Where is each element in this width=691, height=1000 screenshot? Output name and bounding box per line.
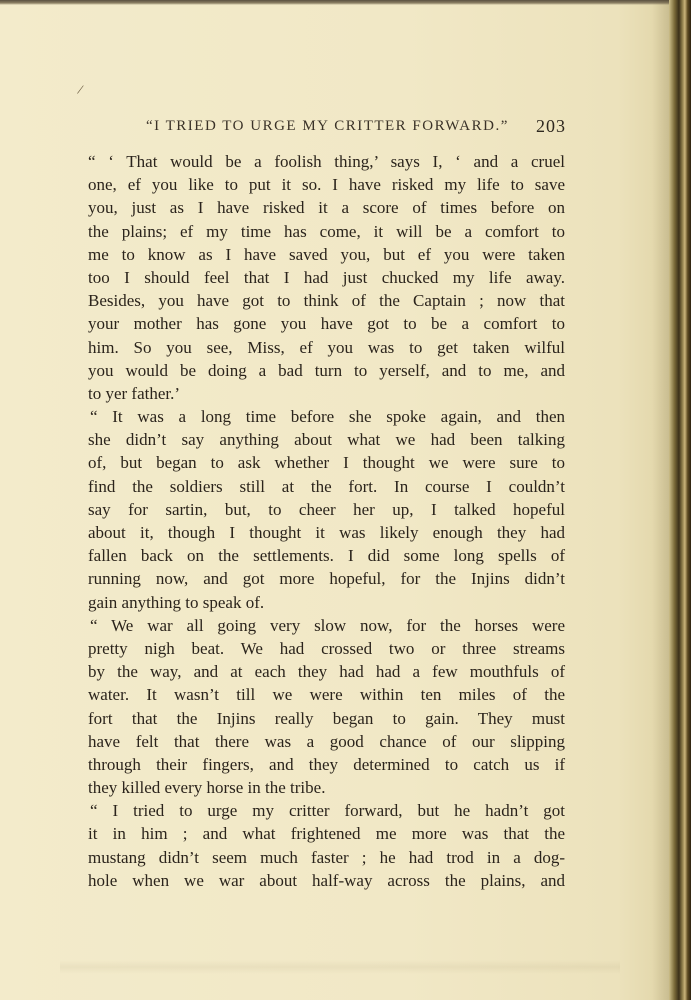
text-line: to yer father.’ xyxy=(88,383,181,403)
page-bottom-shade xyxy=(60,960,620,974)
text-line: him. So you see, Miss, ef you was to get taken wilful xyxy=(88,337,565,357)
text-line: she didn’t say anything about what we had been talking xyxy=(88,430,565,450)
text-line: say for sartin, but, to cheer her up, I talked hopeful xyxy=(88,499,565,519)
text-line: they killed every horse in the tribe. xyxy=(88,778,326,798)
text-line: too I should feel that I had just chucked my life away. xyxy=(88,267,565,287)
text-line: your mother has gone you have got to be a comfort to xyxy=(88,314,565,334)
text-line: water. It wasn’t till we were within ten miles of the xyxy=(88,685,565,705)
text-line: me to know as I have saved you, but ef you were taken xyxy=(88,244,565,264)
book-spine-edge xyxy=(669,0,691,1000)
text-line: you would be doing a bad turn to yerself, and to me, and xyxy=(88,360,565,380)
page-top-border xyxy=(0,0,671,5)
page-gutter-shadow xyxy=(652,0,670,1000)
text-line: of, but began to ask whether I thought we were sure to xyxy=(88,453,565,473)
text-line: through their fingers, and they determined to catch us if xyxy=(88,754,565,774)
text-line: the plains; ef my time has come, it will be a comfort to xyxy=(88,221,565,241)
text-line: by the way, and at each they had had a few mouthfuls of xyxy=(88,662,565,682)
text-line: fort that the Injins really began to gain. They must xyxy=(88,708,565,728)
text-line: find the soldiers still at the fort. In course I couldn’t xyxy=(88,476,565,496)
text-line: about it, though I thought it was likely enough they had xyxy=(88,523,565,542)
text-line: one, ef you like to put it so. I have risked my life to save xyxy=(88,175,565,195)
text-line: “ It was a long time before she spoke again, and then xyxy=(90,407,565,427)
running-head-title: “I TRIED TO URGE MY CRITTER FORWARD.” xyxy=(146,118,509,134)
text-line: Besides, you have got to think of the Captain ; now that xyxy=(88,291,565,311)
text-line: running now, and got more hopeful, for the Injins didn’t xyxy=(88,569,565,589)
text-line: mustang didn’t seem much faster ; he had trod in a dog- xyxy=(88,847,565,867)
text-line: have felt that there was a good chance of our slipping xyxy=(88,731,565,751)
text-line: hole when we war about half-way across the plains, and xyxy=(88,870,565,890)
running-head xyxy=(88,114,568,136)
text-line: it in him ; and what frightened me more was that the xyxy=(88,824,565,844)
text-line: gain anything to speak of. xyxy=(88,592,265,612)
text-line: you, just as I have risked it a score of times before on xyxy=(88,198,565,218)
text-line: fallen back on the settlements. I did some long spells of xyxy=(88,546,565,566)
text-line: “ I tried to urge my critter forward, but he hadn’t got xyxy=(90,801,565,821)
text-line: pretty nigh beat. We had crossed two or three streams xyxy=(88,638,565,658)
page-number: 203 xyxy=(536,116,566,136)
body-text xyxy=(88,150,565,892)
margin-pencil-mark: / xyxy=(75,82,85,99)
text-line: “ We war all going very slow now, for the horses were xyxy=(90,615,565,635)
text-line: “ ‘ That would be a foolish thing,’ says I, ‘ and a cruel xyxy=(88,152,565,171)
